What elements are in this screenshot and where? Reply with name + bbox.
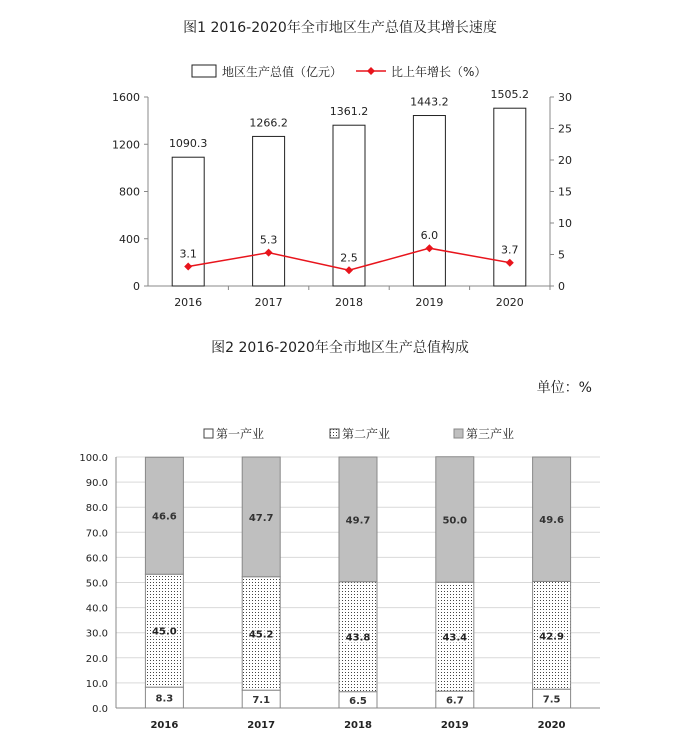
chart2-segment-tertiary-label: 49.7 xyxy=(345,515,371,527)
chart2-segment-tertiary-label: 46.6 xyxy=(152,511,177,523)
chart1-right-tick-label: 5 xyxy=(558,248,565,262)
chart2-y-tick-label: 40.0 xyxy=(85,603,108,615)
chart1-growth-label: 2.5 xyxy=(340,251,358,265)
chart2-segment-primary-label: 6.5 xyxy=(349,695,367,707)
chart1-left-tick-label: 400 xyxy=(119,232,140,246)
chart2-category-label: 2018 xyxy=(344,720,372,731)
legend-bar-label: 地区生产总值（亿元） xyxy=(222,65,343,79)
chart2-segment-tertiary-label: 50.0 xyxy=(442,515,468,527)
chart2-y-tick-label: 50.0 xyxy=(85,578,108,590)
chart2 xyxy=(79,339,600,731)
chart2-title: 图2 2016-2020年全市地区生产总值构成 xyxy=(211,340,469,356)
legend-line-marker xyxy=(367,67,375,75)
chart2-segment-secondary-label: 45.2 xyxy=(248,629,274,641)
chart1 xyxy=(112,19,572,309)
chart2-y-tick-label: 80.0 xyxy=(85,503,108,515)
legend-tertiary-label: 第三产业 xyxy=(466,427,515,441)
chart1-left-tick-label: 800 xyxy=(119,185,140,199)
chart2-segment-primary-label: 7.1 xyxy=(252,695,271,707)
chart2-y-tick-label: 10.0 xyxy=(85,678,108,690)
chart1-growth-label: 3.1 xyxy=(179,247,197,261)
chart1-growth-label: 5.3 xyxy=(259,233,278,247)
chart2-y-tick-label: 30.0 xyxy=(85,628,108,640)
chart2-legend xyxy=(204,426,514,441)
chart2-y-tick-label: 60.0 xyxy=(85,553,108,565)
chart1-category-label: 2018 xyxy=(335,296,363,309)
chart1-category-label: 2017 xyxy=(254,296,283,309)
chart2-segment-tertiary-label: 47.7 xyxy=(248,512,274,524)
chart2-y-tick-label: 100.0 xyxy=(79,453,108,464)
chart1-category-label: 2016 xyxy=(174,296,203,309)
chart2-segment-tertiary-label: 49.6 xyxy=(539,515,564,527)
chart2-y-tick-label: 20.0 xyxy=(85,653,108,665)
chart1-category-label: 2019 xyxy=(415,296,444,309)
legend-primary-label: 第一产业 xyxy=(216,427,265,441)
chart1-right-tick-label: 15 xyxy=(558,185,572,199)
chart1-bar-label: 1443.2 xyxy=(410,95,449,109)
legend-secondary-swatch xyxy=(330,429,339,438)
legend-secondary-label: 第二产业 xyxy=(342,427,391,441)
chart1-right-tick-label: 10 xyxy=(558,217,572,230)
chart2-segment-primary-label: 8.3 xyxy=(155,693,174,705)
chart1-left-tick-label: 1600 xyxy=(112,91,140,104)
chart2-category-label: 2019 xyxy=(440,720,469,731)
chart2-y-tick-label: 70.0 xyxy=(85,528,108,540)
chart1-right-tick-label: 30 xyxy=(558,91,572,104)
chart2-y-tick-label: 90.0 xyxy=(85,478,108,490)
chart1-category-label: 2020 xyxy=(495,296,524,309)
chart1-bar xyxy=(253,136,285,286)
chart1-legend xyxy=(192,64,486,79)
chart1-bar-label: 1266.2 xyxy=(249,116,288,130)
chart1-bar xyxy=(413,116,445,286)
chart1-right-tick-label: 25 xyxy=(558,122,572,136)
chart1-right-tick-label: 20 xyxy=(558,154,572,167)
chart2-y-tick-label: 0.0 xyxy=(92,704,108,715)
chart1-title: 图1 2016-2020年全市地区生产总值及其增长速度 xyxy=(183,20,497,36)
chart2-segment-primary-label: 6.7 xyxy=(445,695,464,707)
chart2-category-label: 2020 xyxy=(537,720,566,731)
legend-bar-swatch xyxy=(192,65,216,77)
legend-tertiary-swatch xyxy=(454,429,463,438)
chart1-growth-label: 6.0 xyxy=(420,229,439,243)
chart1-bar-label: 1505.2 xyxy=(490,88,530,102)
legend-primary-swatch xyxy=(204,429,213,438)
chart1-left-tick-label: 0 xyxy=(133,280,140,293)
chart2-segment-primary-label: 7.5 xyxy=(542,694,561,706)
chart1-right-tick-label: 0 xyxy=(558,280,565,293)
chart1-left-tick-label: 1200 xyxy=(112,138,140,152)
chart1-bar-label: 1361.2 xyxy=(329,105,369,119)
chart2-category-label: 2017 xyxy=(247,720,276,731)
chart1-growth-label: 3.7 xyxy=(501,243,519,257)
chart2-segment-secondary-label: 42.9 xyxy=(539,631,564,643)
chart2-segment-secondary-label: 43.8 xyxy=(345,632,371,644)
chart2-segment-secondary-label: 45.0 xyxy=(152,626,177,638)
chart1-bar-label: 1090.3 xyxy=(168,137,208,151)
chart2-segment-secondary-label: 43.4 xyxy=(442,632,468,644)
chart2-unit: 单位：% xyxy=(536,380,592,396)
legend-line-label: 比上年增长（%） xyxy=(391,65,487,79)
chart2-category-label: 2016 xyxy=(150,720,179,731)
